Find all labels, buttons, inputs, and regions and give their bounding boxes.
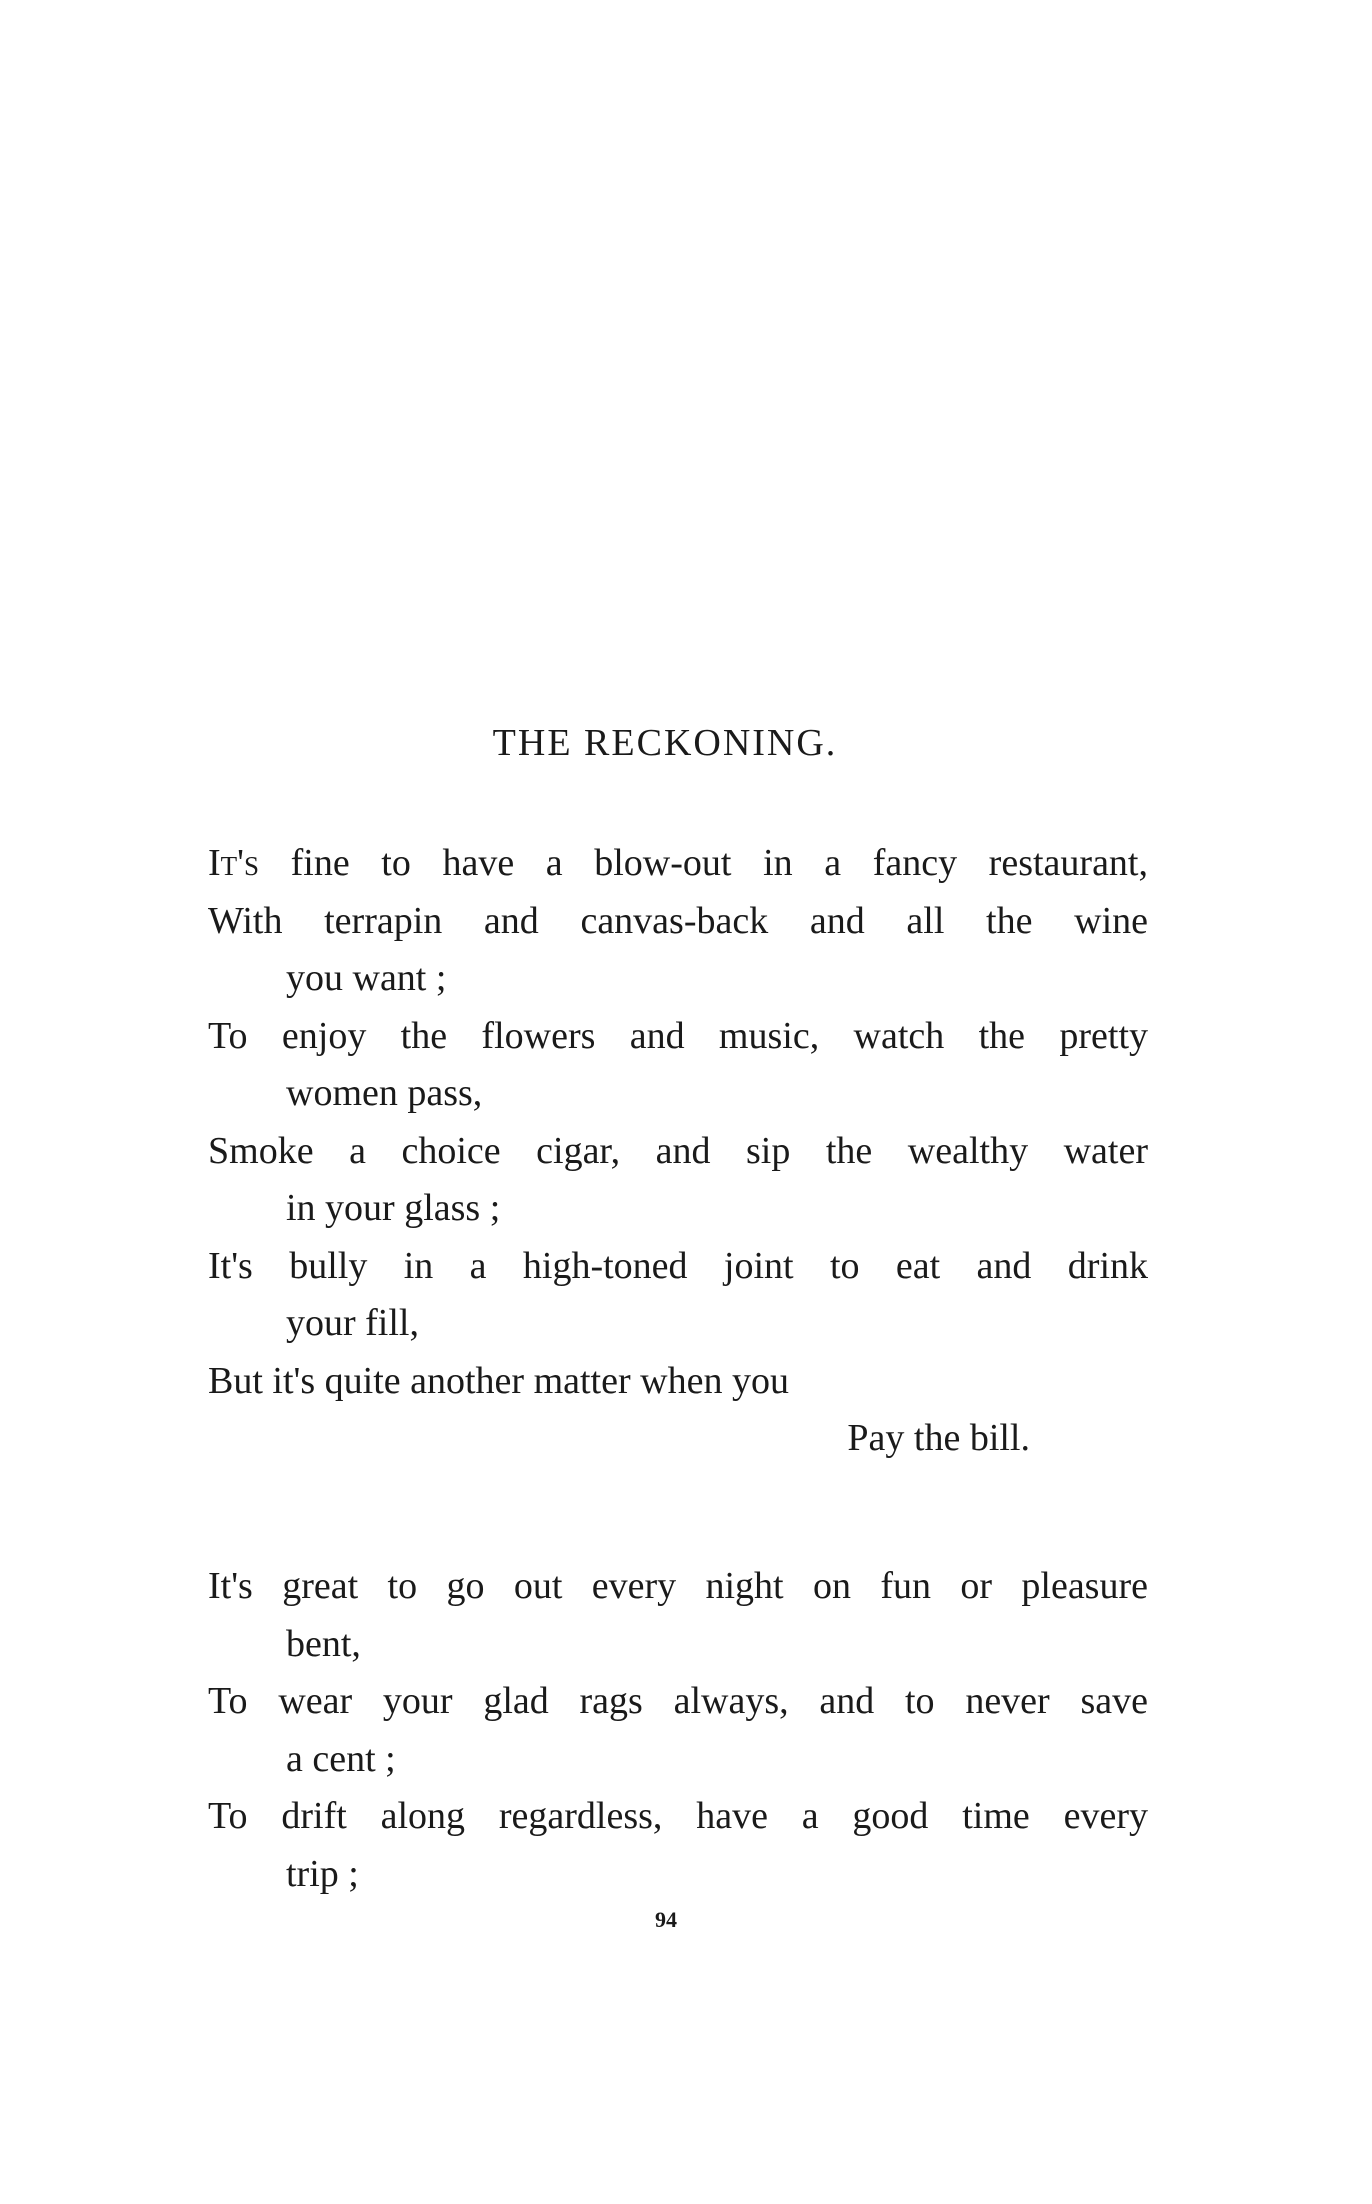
verse-line — [208, 835, 1148, 893]
verse-line: It's bully in a high-toned joint to eat and drink — [208, 1244, 1148, 1287]
verse-line: It's great to go out every night on fun or pleasure — [208, 1565, 1148, 1607]
poem-title: THE RECKONING. — [492, 722, 838, 764]
verse-line: Smoke a choice cigar, and sip the wealthy water — [208, 1129, 1148, 1172]
verse-line: To enjoy the flowers and music, watch the pretty — [208, 1014, 1148, 1057]
verse-line-continuation: a cent ; — [286, 1737, 396, 1780]
verse-line: But it's quite another matter when you — [208, 1359, 789, 1402]
verse-line-continuation: in your glass ; — [286, 1187, 501, 1229]
verse-line-continuation: bent, — [286, 1622, 361, 1665]
verse-line-continuation: your fill, — [286, 1302, 419, 1344]
verse-line: To wear your glad rags always, and to never save — [208, 1680, 1148, 1722]
stanza-2 — [208, 1558, 1148, 1903]
verse-line: To drift along regardless, have a good time every — [208, 1795, 1148, 1837]
verse-line-continuation: trip ; — [286, 1852, 359, 1895]
verse-line-continuation: women pass, — [286, 1072, 483, 1114]
opening-word: It's — [208, 842, 260, 884]
stanza-1 — [208, 835, 1148, 1468]
page-number: 94 — [655, 1907, 677, 1932]
verse-line: With terrapin and canvas-back and all the wine — [208, 899, 1148, 942]
verse-line-refrain: Pay the bill. — [847, 1417, 1030, 1459]
verse-line-continuation: you want ; — [286, 957, 447, 999]
verse-line-rest: fine to have a blow-out in a fancy restaurant, — [259, 842, 1148, 884]
